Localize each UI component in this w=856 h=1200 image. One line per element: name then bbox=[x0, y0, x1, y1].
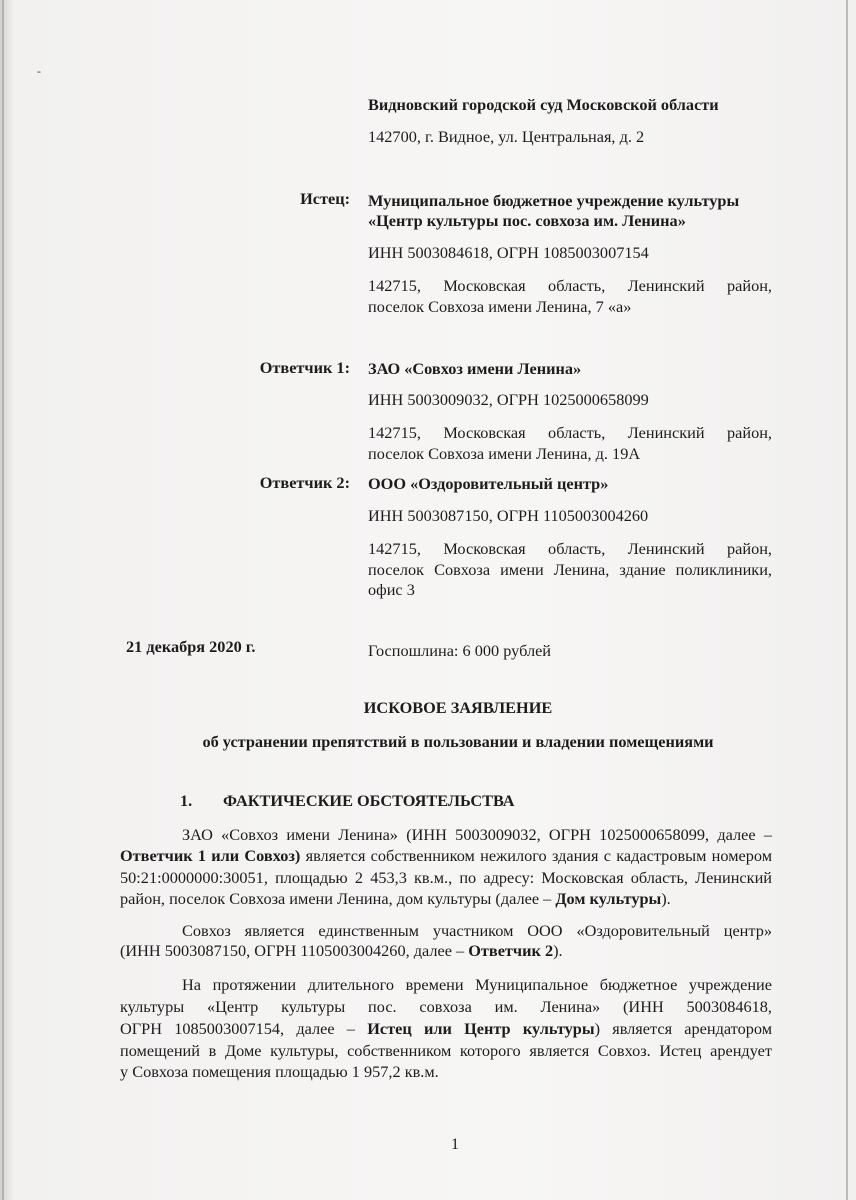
section1-number: 1. bbox=[180, 791, 193, 810]
para3-line4: помещений в Доме культуры, собственником которого является Совхоз. Истец арендует bbox=[120, 1041, 772, 1060]
plaintiff-address-line1: 142715, Московская область, Ленинский район, bbox=[368, 276, 772, 295]
page-edge-shadow bbox=[2, 0, 4, 1200]
para1-line4-a: район, поселок Совхоза имени Ленина, дом культуры (далее – bbox=[120, 889, 556, 908]
para1-line2-bold: Ответчик 1 или Совхоз) bbox=[120, 846, 301, 865]
para3-line1: На протяжении длительного времени Муниципальное бюджетное учреждение bbox=[182, 975, 772, 994]
para1-line3: 50:21:0000000:30051, площадью 2 453,3 кв.м., по адресу: Московская область, Ленинский bbox=[120, 868, 772, 887]
defendant2-label: Ответчик 2: bbox=[259, 473, 350, 492]
para3-line5: у Совхоза помещения площадью 1 957,2 кв.м. bbox=[120, 1062, 439, 1081]
defendant2-address-line3: офис 3 bbox=[368, 580, 415, 599]
court-address: 142700, г. Видное, ул. Центральная, д. 2 bbox=[368, 127, 645, 146]
page-edge-shadow-right bbox=[846, 0, 848, 1200]
para3-line3-b: ) является арендатором bbox=[594, 1019, 773, 1038]
para1-line4-bold: Дом культуры bbox=[555, 889, 662, 908]
para3-line3-a: ОГРН 1085003007154, далее – bbox=[120, 1019, 368, 1038]
defendant1-ids: ИНН 5003009032, ОГРН 1025000658099 bbox=[368, 390, 649, 409]
para2-line2-a: (ИНН 5003087150, ОГРН 1105003004260, далее – bbox=[120, 941, 469, 960]
para3-line3 bbox=[120, 1019, 772, 1039]
scan-speck: - bbox=[37, 64, 41, 78]
plaintiff-address-line2: поселок Совхоза имени Ленина, 7 «а» bbox=[368, 297, 632, 316]
plaintiff-label: Истец: bbox=[300, 189, 350, 208]
claim-date: 21 декабря 2020 г. bbox=[126, 637, 256, 656]
defendant2-ids: ИНН 5003087150, ОГРН 1105003004260 bbox=[368, 506, 649, 525]
defendant1-address-line2: поселок Совхоза имени Ленина, д. 19А bbox=[368, 444, 641, 463]
defendant1-label: Ответчик 1: bbox=[259, 358, 350, 377]
plaintiff-name-line1: Муниципальное бюджетное учреждение культуры bbox=[368, 191, 740, 210]
defendant2-address-line2: поселок Совхоза имени Ленина, здание поликлиники, bbox=[368, 560, 772, 579]
page-number: 1 bbox=[451, 1136, 459, 1153]
para2-line2-b: ). bbox=[553, 941, 563, 960]
document-subtitle: об устранении препятствий в пользовании и владении помещениями bbox=[202, 732, 714, 751]
defendant2-name: ООО «Оздоровительный центр» bbox=[368, 474, 609, 493]
para2-line2-bold: Ответчик 2 bbox=[468, 941, 554, 960]
para3-line2: культуры «Центр культуры пос. совхоза им. Ленина» (ИНН 5003084618, bbox=[120, 997, 772, 1016]
document-title: ИСКОВОЕ ЗАЯВЛЕНИЕ bbox=[363, 698, 553, 717]
defendant2-address-line1: 142715, Московская область, Ленинский район, bbox=[368, 539, 772, 558]
para1-line2-rest: является собственником нежилого здания с кадастровым номером bbox=[300, 846, 772, 865]
section1-heading: ФАКТИЧЕСКИЕ ОБСТОЯТЕЛЬСТВА bbox=[223, 791, 515, 810]
para1-line1: ЗАО «Совхоз имени Ленина» (ИНН 5003009032, ОГРН 1025000658099, далее – bbox=[182, 825, 772, 844]
para2-line2 bbox=[120, 941, 563, 961]
defendant1-address-line1: 142715, Московская область, Ленинский район, bbox=[368, 423, 772, 442]
para1-line4 bbox=[120, 889, 671, 909]
para3-line3-bold: Истец или Центр культуры bbox=[367, 1019, 595, 1038]
para2-line1: Совхоз является единственным участником ООО «Оздоровительный центр» bbox=[182, 921, 772, 940]
defendant1-name: ЗАО «Совхоз имени Ленина» bbox=[368, 359, 582, 378]
para1-line4-b: ). bbox=[661, 889, 671, 908]
state-fee: Госпошлина: 6 000 рублей bbox=[368, 641, 552, 660]
court-name: Видновский городской суд Московской области bbox=[368, 95, 719, 114]
para1-line2 bbox=[120, 846, 772, 866]
plaintiff-ids: ИНН 5003084618, ОГРН 1085003007154 bbox=[368, 243, 649, 262]
plaintiff-name-line2: «Центр культуры пос. совхоза им. Ленина» bbox=[368, 211, 686, 230]
